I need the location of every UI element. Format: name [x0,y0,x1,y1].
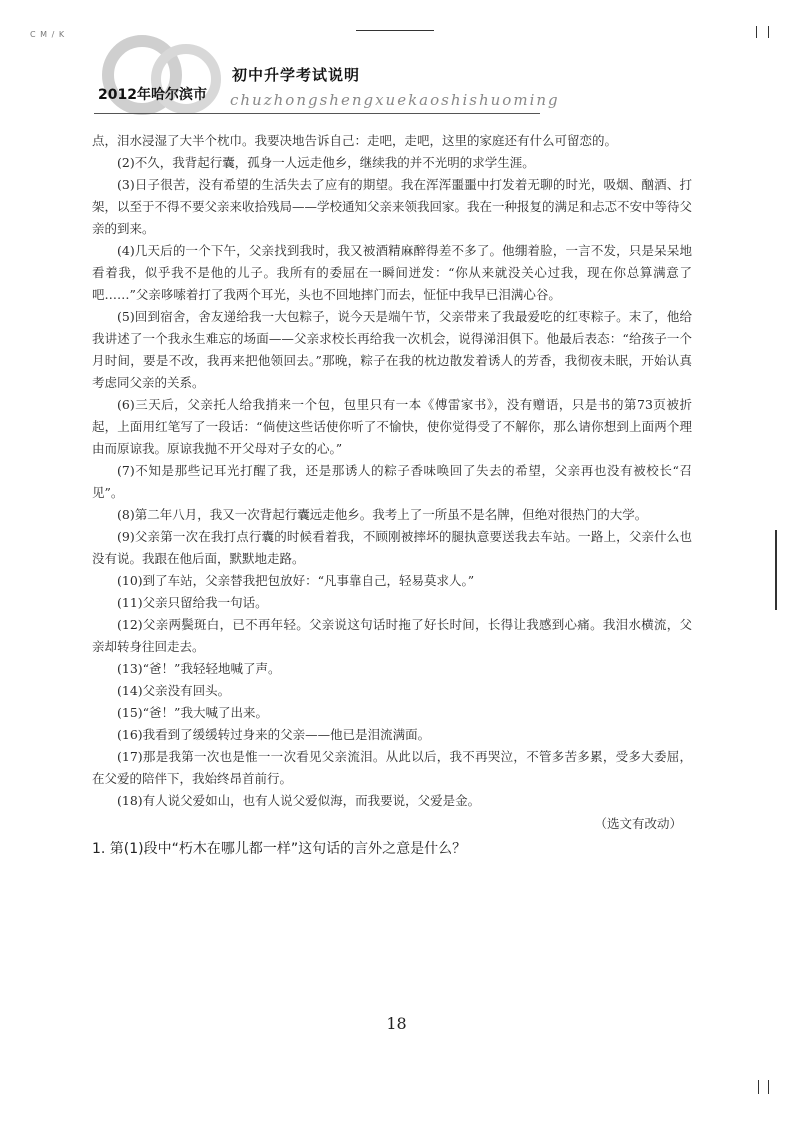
page-number: 18 [386,1014,407,1033]
header-pinyin: chuzhongshengxuekaoshishuoming [230,91,560,109]
paragraph-18: (18)有人说父爱如山，也有人说父爱似海，而我要说，父爱是金。 [117,793,481,808]
paragraph-4: (4)几天后的一个下午，父亲找到我时，我又被酒精麻醉得差不多了。他绷着脸，一言不发，只是呆呆地看着我，似乎我不是他的儿子。我所有的委屈在一瞬间迸发：“你从来就没关心过我，现在你总算满意了吧……”父亲哆嗦着打了我两个耳光，头也不回地摔门而去，怔怔中我早已泪满心谷。 [92,243,692,302]
header-rule [94,113,540,114]
color-registration-mark: C M / K [30,30,66,39]
paragraph-11: (11)父亲只留给我一句话。 [117,595,268,610]
paragraph-2: (2)不久，我背起行囊，孤身一人远走他乡，继续我的并不光明的求学生涯。 [117,155,535,170]
paragraph-5: (5)回到宿舍，舍友递给我一大包粽子，说今天是端午节，父亲带来了我最爱吃的红枣粽子。末了，他给我讲述了一个我永生难忘的场面——父亲求校长再给我一次机会，说得涕泪俱下。他最后表态：“给孩子一个月时间，要是不改，我再来把他领回去。”那晚，粽子在我的枕边散发着诱人的芳香，我彻夜未眠，开始认真考虑同父亲的关系。 [92,309,692,390]
paragraph-8: (8)第二年八月，我又一次背起行囊远走他乡。我考上了一所虽不是名牌，但绝对很热门的大学。 [117,507,648,522]
paragraph-16: (16)我看到了缓缓转过身来的父亲——他已是泪流满面。 [117,727,431,742]
crop-tick-bottom-right-2 [768,1080,769,1094]
paragraph-7: (7)不知是那些记耳光打醒了我，还是那诱人的粽子香味唤回了失去的希望，父亲再也没有被校长“召见”。 [92,463,692,500]
header-year-city: 2012年哈尔滨市 [98,87,207,103]
paragraph-17: (17)那是我第一次也是惟一一次看见父亲流泪。从此以后，我不再哭泣，不管多苦多累，受多大委屈，在父爱的陪伴下，我始终昂首前行。 [92,749,692,786]
paragraph-13: (13)“爸！”我轻轻地喊了声。 [117,661,281,676]
paragraph-6: (6)三天后，父亲托人给我捎来一个包，包里只有一本《傅雷家书》，没有赠语，只是书的第73页被折起，上面用红笔写了一段话：“倘使这些话使你听了不愉快，使你觉得受了不解你，那么请你想到上面两个理由而原谅我。原谅我抛不开父母对子女的心。” [92,397,692,456]
paragraph-14: (14)父亲没有回头。 [117,683,231,698]
article-body [92,130,692,862]
top-crop-rule [356,30,434,31]
paragraph-15: (15)“爸！”我大喊了出来。 [117,705,268,720]
paragraph-12: (12)父亲两鬓斑白，已不再年轻。父亲说这句话时拖了好长时间，长得让我感到心痛。我泪水横流，父亲却转身往回走去。 [92,617,692,654]
crop-tick-top-right-1 [756,26,757,38]
header-title: 初中升学考试说明 [232,66,361,84]
paragraph-3: (3)日子很苦，没有希望的生活失去了应有的期望。我在浑浑噩噩中打发着无聊的时光，吸烟、酗酒、打架，以至于不得不要父亲来收拾残局——学校通知父亲来领我回家。我在一种报复的满足和忐忑不安中等待父亲的到来。 [92,177,693,236]
source-note: （选文有改动） [594,816,682,831]
crop-tick-top-right-2 [768,26,769,38]
question-1: 1. 第(1)段中“朽木在哪儿都一样”这句话的言外之意是什么？ [92,841,467,857]
margin-bar [775,530,777,610]
paragraph-10: (10)到了车站，父亲替我把包放好：“凡事靠自己，轻易莫求人。” [117,573,475,588]
crop-tick-bottom-right-1 [758,1080,759,1094]
paragraph-1: 点，泪水浸湿了大半个枕巾。我要决地告诉自己：走吧，走吧，这里的家庭还有什么可留恋的。 [92,133,618,148]
paragraph-9: (9)父亲第一次在我打点行囊的时候看着我，不顾刚被摔坏的腿执意要送我去车站。一路上，父亲什么也没有说。我跟在他后面，默默地走路。 [92,529,692,566]
